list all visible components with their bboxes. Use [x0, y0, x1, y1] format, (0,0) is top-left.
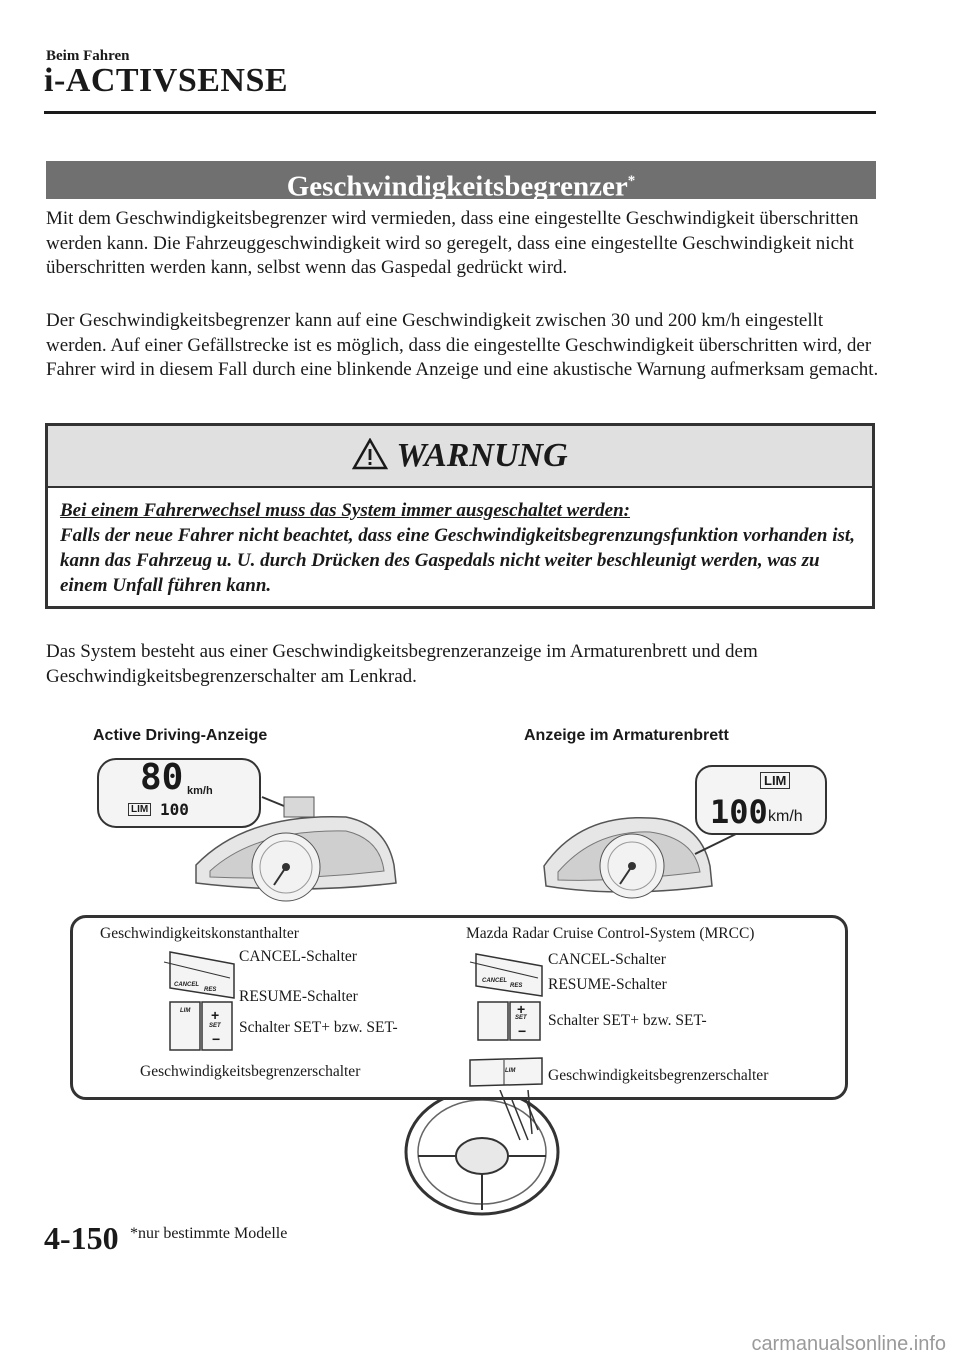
watermark: carmanualsonline.info: [751, 1333, 946, 1355]
warning-box: [45, 423, 875, 609]
intro-paragraph-1: Mit dem Geschwindigkeitsbegrenzer wird vermieden, dass eine eingestellte Geschwindigkeit überschritten werden kann. Die Fahrzeuggeschwindigkeit wird so geregelt, dass eine eingestellte Geschwindigkeit nicht überschritten werden kann, selbst wenn das Gaspedal gedrückt wird.: [46, 208, 859, 278]
right-limiter-label: Geschwindigkeitsbegrenzerschalter: [548, 1067, 769, 1084]
right-switch-set-text: SET: [515, 1015, 527, 1021]
left-resume-label: RESUME-Schalter: [239, 988, 358, 1005]
section-title: Beim Fahren: [46, 48, 130, 64]
left-switch-plus-text: +: [211, 1007, 220, 1023]
warning-title: WARNUNG: [396, 437, 568, 474]
left-group-title: Geschwindigkeitskonstanthalter: [100, 925, 299, 942]
left-switch-set-text: SET: [209, 1023, 221, 1029]
right-resume-label: RESUME-Schalter: [548, 976, 667, 993]
warning-lead: Bei einem Fahrerwechsel muss das System immer ausgeschaltet werden:: [60, 500, 631, 521]
left-switch-lim-text: LIM: [180, 1008, 191, 1014]
hud-speed: 80: [140, 757, 184, 798]
hud-lim-badge: LIM: [128, 803, 151, 816]
right-set-label: Schalter SET+ bzw. SET-: [548, 1012, 707, 1029]
right-switch-cancel-text: CANCEL: [482, 978, 507, 984]
left-switch-cancel-text: CANCEL: [174, 982, 199, 988]
cruise-switch-right-illustration: [466, 952, 550, 1042]
label-active-driving-display: Active Driving-Anzeige: [93, 727, 268, 744]
section-banner: [46, 161, 876, 203]
left-switch-res-text: RES: [204, 987, 217, 993]
cluster-lim-badge: LIM: [760, 772, 790, 789]
warning-text: Falls der neue Fahrer nicht beachtet, dass eine Geschwindigkeitsbegrenzungsfunktion vorhanden ist, kann das Fahrzeug u. U. durch Drücken des Gaspedals nicht weiter beschleunigt werden, was zu einem Unfall führen kann.: [60, 525, 855, 596]
hud-set-speed: 100: [160, 800, 189, 819]
page-number: 4-150: [44, 1220, 119, 1256]
cluster-unit: km/h: [768, 808, 803, 825]
cruise-switch-left-illustration: [160, 950, 240, 1055]
right-group-title: Mazda Radar Cruise Control-System (MRCC): [466, 925, 755, 942]
cluster-set-speed: 100: [710, 793, 768, 831]
left-cancel-label: CANCEL-Schalter: [239, 948, 357, 965]
header-rule: [44, 111, 876, 114]
right-cancel-label: CANCEL-Schalter: [548, 951, 666, 968]
left-set-label: Schalter SET+ bzw. SET-: [239, 1019, 398, 1036]
hud-unit: km/h: [187, 785, 213, 797]
right-switch-plus-text: +: [517, 1001, 526, 1017]
limiter-switch-lim-text: LIM: [505, 1068, 516, 1074]
warning-body: [60, 498, 862, 598]
right-switch-minus-text: −: [518, 1023, 527, 1039]
right-switch-res-text: RES: [510, 983, 523, 989]
warning-triangle-icon: [352, 438, 388, 470]
footnote: *nur bestimmte Modelle: [130, 1225, 288, 1242]
leader-lines: [490, 1090, 550, 1150]
left-limiter-label: Geschwindigkeitsbegrenzerschalter: [140, 1063, 361, 1080]
left-switch-minus-text: −: [212, 1031, 221, 1047]
intro-paragraph-2: Der Geschwindigkeitsbegrenzer kann auf eine Geschwindigkeit zwischen 30 und 200 km/h eingestellt werden. Auf einer Gefällstrecke ist es möglich, dass die eingestellte Geschwindigkeit überschritten wird, der Fahrer wird in diesem Fall durch eine blinkende Anzeige und eine akustische Warnung aufmerksam gemacht.: [46, 310, 879, 380]
banner-title: Geschwindigkeitsbegrenzer: [286, 170, 628, 203]
system-paragraph: Das System besteht aus einer Geschwindigkeitsbegrenzeranzeige im Armaturenbrett und dem Geschwindigkeitsbegrenzerschalter am Lenkrad.: [46, 641, 758, 687]
chapter-title: i-ACTIVSENSE: [44, 62, 289, 99]
banner-asterisk: *: [627, 173, 636, 189]
warning-header: [48, 426, 872, 488]
label-instrument-cluster-display: Anzeige im Armaturenbrett: [524, 727, 729, 744]
